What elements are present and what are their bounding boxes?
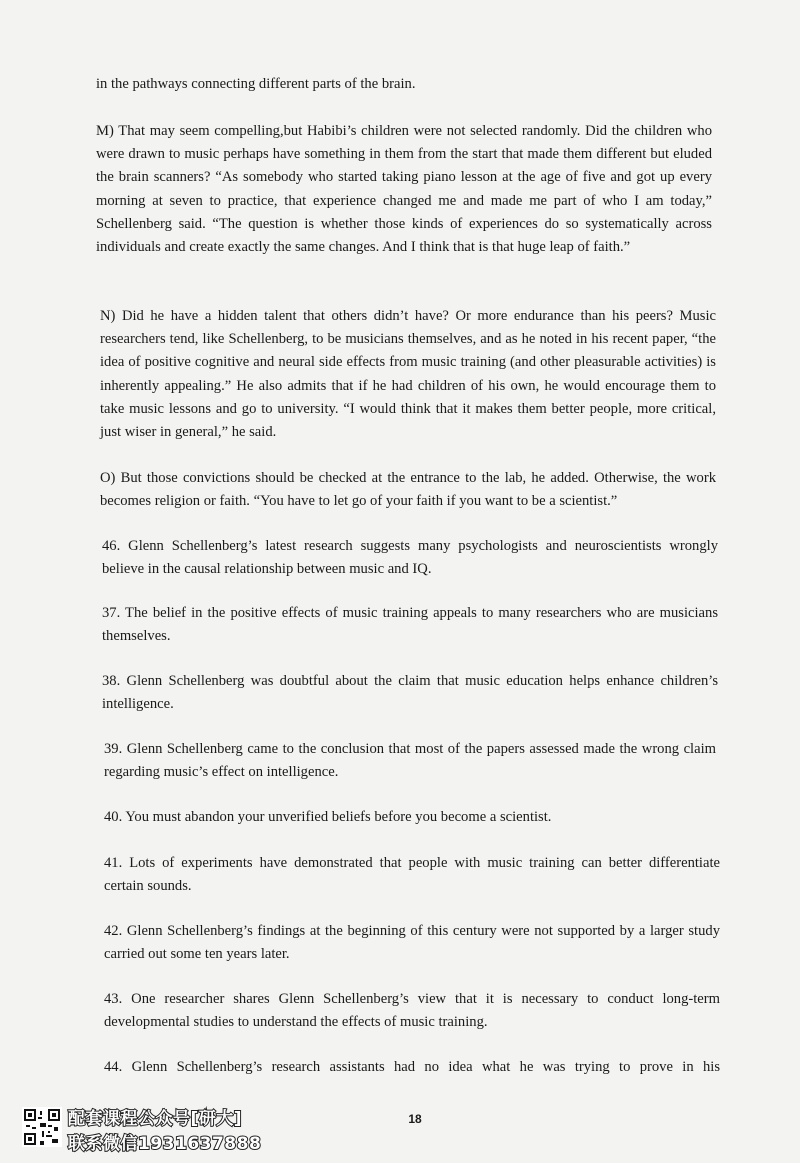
statement-42: 42. Glenn Schellenberg’s findings at the beginning of this century were not supported by a larger study carried out some ten years later. bbox=[104, 923, 720, 963]
page-number: 18 bbox=[408, 1112, 422, 1126]
statement-38: 38. Glenn Schellenberg was doubtful about the claim that music education helps enhance children’s intelligence. bbox=[102, 673, 718, 713]
watermark-line-1: 配套课程公众号[研大] bbox=[68, 1109, 243, 1129]
paragraph-l-end: in the pathways connecting different parts of the brain. bbox=[96, 76, 416, 92]
statement-40: 40. You must abandon your unverified beliefs before you become a scientist. bbox=[104, 809, 552, 825]
statement-44: 44. Glenn Schellenberg’s research assistants had no idea what he was trying to prove in his bbox=[104, 1059, 720, 1075]
watermark-line-2: 联系微信1931637888 bbox=[68, 1134, 262, 1154]
qr-code-icon bbox=[22, 1107, 62, 1147]
statement-46: 46. Glenn Schellenberg’s latest research suggests many psychologists and neuroscientists wrongly believe in the causal relationship between music and IQ. bbox=[102, 538, 718, 578]
statement-43: 43. One researcher shares Glenn Schellenberg’s view that it is necessary to conduct long-term developmental studies to understand the effects of music training. bbox=[104, 991, 720, 1031]
paragraph-m: M) That may seem compelling,but Habibi’s children were not selected randomly. Did the children who were drawn to music perhaps have something in them from the start that made them different but eluded the brain scanners? “As somebody who started taking piano lesson at the age of five and got up every morning at seven to practice, that experience changed me and made me part of who I am today,” Schellenberg said. “The question is whether those kinds of experiences do so systematically across individuals and create exactly the same changes. And I think that is that huge leap of faith.” bbox=[96, 123, 712, 256]
statement-41: 41. Lots of experiments have demonstrated that people with music training can better differentiate certain sounds. bbox=[104, 855, 720, 895]
paragraph-o: O) But those convictions should be checked at the entrance to the lab, he added. Otherwise, the work becomes religion or faith. “You have to let go of your faith if you want to be a scientist.” bbox=[100, 470, 716, 510]
paragraph-n: N) Did he have a hidden talent that others didn’t have? Or more endurance than his peers? Music researchers tend, like Schellenberg, to be musicians themselves, and as he noted in his recent paper, “the idea of positive cognitive and neural side effects from music training (and other pleasurable activities) is inherently appealing.” He also admits that if he had children of his own, he would encourage them to take music lessons and go to university. “I would think that it makes them better people, more critical, just wiser in general,” he said. bbox=[100, 308, 716, 441]
statement-37: 37. The belief in the positive effects of music training appeals to many researchers who are musicians themselves. bbox=[102, 605, 718, 645]
statement-39: 39. Glenn Schellenberg came to the conclusion that most of the papers assessed made the wrong claim regarding music’s effect on intelligence. bbox=[104, 741, 716, 781]
